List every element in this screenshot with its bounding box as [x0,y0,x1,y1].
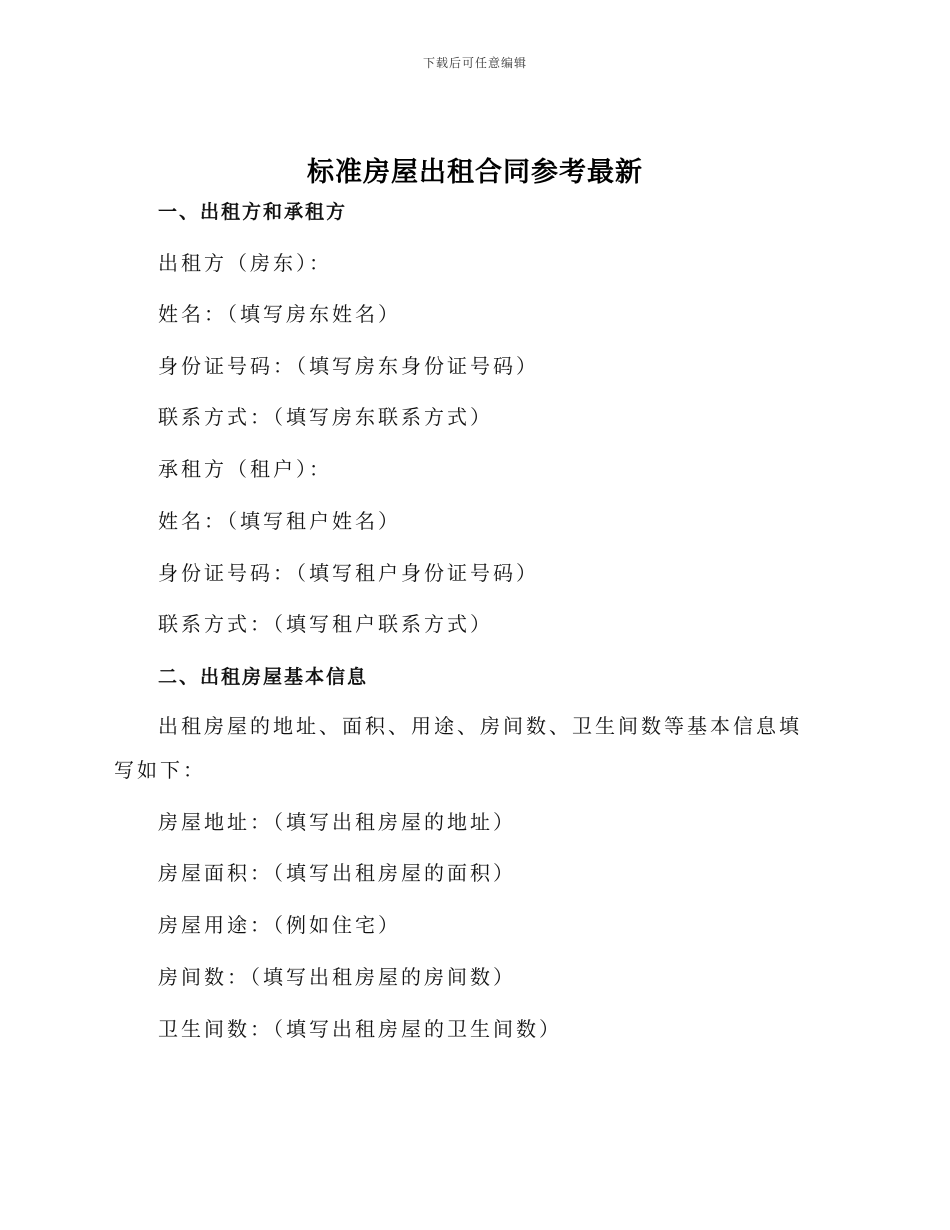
property-rooms-line: 房间数：（填写出租房屋的房间数） [158,965,516,989]
property-area-line: 房屋面积：（填写出租房屋的面积） [158,861,516,885]
landlord-label: 出租方（房东）： [158,251,332,275]
tenant-label: 承租方（租户）： [158,457,332,481]
landlord-id-line: 身份证号码：（填写房东身份证号码） [158,354,539,378]
property-intro-paragraph: 出租房屋的地址、面积、用途、房间数、卫生间数等基本信息填写如下： [114,714,802,782]
tenant-contact-line: 联系方式：（填写租户联系方式） [158,612,493,636]
tenant-id-line: 身份证号码：（填写租户身份证号码） [158,561,539,585]
header-note: 下载后可任意编辑 [422,56,527,70]
landlord-contact-line: 联系方式：（填写房东联系方式） [158,405,493,429]
document-title: 标准房屋出租合同参考最新 [307,157,643,188]
section-heading-parties: 一、出租方和承租方 [158,201,348,223]
section-heading-property: 二、出租房屋基本信息 [158,666,369,688]
tenant-name-line: 姓名：（填写租户姓名） [158,509,401,533]
property-bathrooms-line: 卫生间数：（填写出租房屋的卫生间数） [158,1017,562,1041]
property-usage-line: 房屋用途：（例如住宅） [158,913,401,937]
property-address-line: 房屋地址：（填写出租房屋的地址） [158,810,516,834]
landlord-name-line: 姓名：（填写房东姓名） [158,302,401,326]
